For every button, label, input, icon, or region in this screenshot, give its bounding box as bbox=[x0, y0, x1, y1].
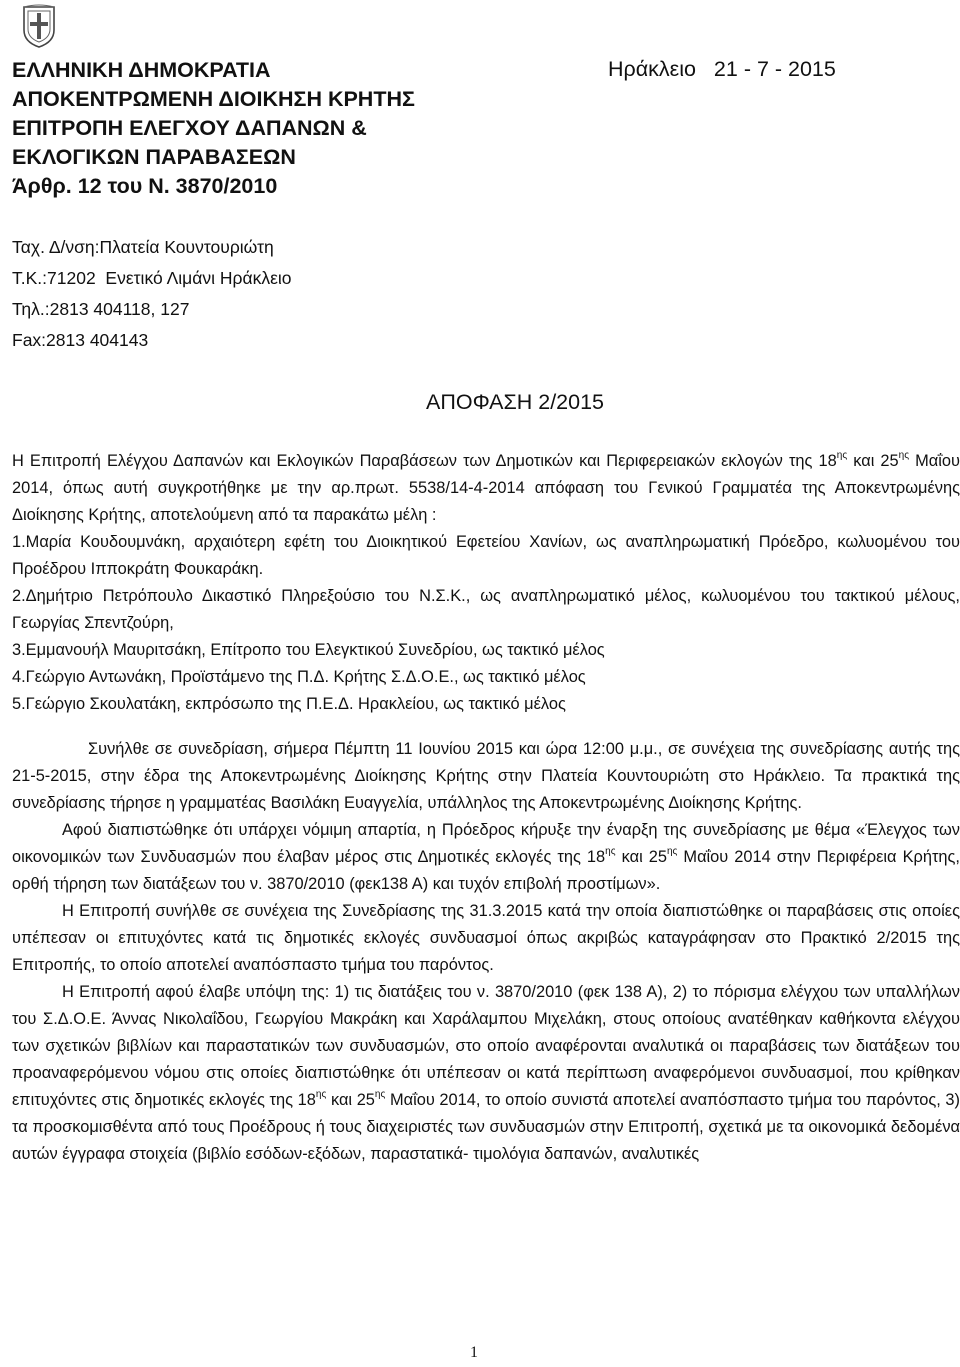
paragraph-quorum: Αφού διαπιστώθηκε ότι υπάρχει νόμιμη απαρτία, η Πρόεδρος κήρυξε την έναρξη της συνεδρίασης με θέμα «Έλεγχος των οικονομικών των Συνδυασμών που έλαβαν μέρος στις Δημοτικές εκλογές της $18^{\eta\varsigma}$ και $25^{\eta\varsigma}$ Μαΐου 2014 στην Περιφέρεια Κρήτης, ορθή τήρηση των διατάξεων του ν. 3870/2010 (φεκ138 Α) και τυχόν επιβολή προστίμων». bbox=[12, 821, 960, 893]
address-fax: Fax:2813 404143 bbox=[12, 330, 149, 350]
document-date: Ηράκλειο 21 - 7 - 2015 bbox=[608, 57, 836, 81]
issuer-header bbox=[12, 56, 415, 201]
address-street: Ταχ. Δ/νση:Πλατεία Κουντουριώτη bbox=[12, 237, 274, 257]
header-line-committee: ΕΠΙΤΡΟΠΗ ΕΛΕΓΧΟΥ ΔΑΠΑΝΩΝ & bbox=[12, 116, 367, 140]
paragraph-considerations: Η Επιτροπή αφού έλαβε υπόψη της: 1) τις διατάξεις του ν. 3870/2010 (φεκ 138 Α), 2) το πόρισμα ελέγχου των υπαλλήλων του Σ.Δ.Ο.Ε. Άννας Νικολαΐδου, Γεωργίου Μακράκη και Χαράλαμπου Μιχελάκη, στους οποίους ανατέθηκαν καθήκοντα ελέγχου των σχετικών βιβλίων και παραστατικών των συνδυασμών, στο οποίο αναφέρονται αναλυτικά οι παραβάσεις των διατάξεων του προαναφερόμενου νόμου στις οποίες διαπιστώθηκε ότι υπέπεσαν οι κατά περίπτωση αναφερόμενοι συνδυασμοί, που κρίθηκαν επιτυχόντες στις δημοτικές εκλογές της $18^{\eta\varsigma}$ και $25^{\eta\varsigma}$ Μαΐου 2014, το οποίο συνιστά αποτελεί αναπόσπαστο τμήμα του παρόντος, 3) τα προσκομισθέντα από τους Προέδρους ή τους διαχειριστές των συνδυασμών στην Επιτροπή, σχετικά με τα οικονομικά δεδομένα αυτών έγγραφα στοιχεία (βιβλίο εσόδων-εξόδων, παραστατικά- τιμολόγια δαπανών, αναλυτικές bbox=[12, 983, 960, 1163]
paragraph-session: Συνήλθε σε συνεδρίαση, σήμερα Πέμπτη 11 Ιουνίου 2015 και ώρα 12:00 μ.μ., σε συνέχεια της συνεδρίασης αυτής της 21-5-2015, στην έδρα της Αποκεντρωμένης Διοίκησης Κρήτης στην Πλατεία Κουντουριώτη στο Ηράκλειο. Τα πρακτικά της συνεδρίασης τήρησε η γραμματέας Βασιλάκη Ευαγγελία, υπάλληλος της Αποκεντρωμένης Διοίκησης Κρήτης. bbox=[12, 740, 960, 812]
header-line-law-article: Άρθρ. 12 του Ν. 3870/2010 bbox=[12, 174, 278, 198]
member-item: 1.Μαρία Κουδουμνάκη, αρχαιότερη εφέτη του Διοικητικού Εφετείου Χανίων, ως αναπληρωματική Πρόεδρο, κωλυομένου του Προέδρου Ιπποκράτη Φουκαράκη. bbox=[12, 533, 960, 578]
page-number: 1 bbox=[470, 1344, 478, 1361]
decision-title: ΑΠΟΦΑΣΗ 2/2015 bbox=[425, 390, 604, 414]
address-block bbox=[12, 232, 292, 356]
document-body bbox=[12, 448, 960, 1168]
header-line-administration: ΑΠΟΚΕΝΤΡΩΜΕΝΗ ΔΙΟΙΚΗΣΗ ΚΡΗΤΗΣ bbox=[12, 87, 415, 111]
paragraph-committee-composition: Η Επιτροπή Ελέγχου Δαπανών και Εκλογικών Παραβάσεων των Δημοτικών και Περιφερειακών εκλογών της $18^{\eta\varsigma}$ και $25^{\eta\varsigma}$ Μαΐου 2014, όπως αυτή συγκροτήθηκε με την αρ.πρωτ. 5538/14-4-2014 απόφαση του Γενικού Γραμματέα της Αποκεντρωμένης Διοίκησης Κρήτης, αποτελούμενη από τα παρακάτω μέλη : bbox=[12, 449, 960, 524]
paragraph-violations: Η Επιτροπή συνήλθε σε συνέχεια της Συνεδρίασης της 31.3.2015 κατά την οποία διαπιστώθηκε οι παραβάσεις στις οποίες υπέπεσαν οι επιτυχόντες κατά τις δημοτικές εκλογές συνδυασμοί όπως ακριβώς καταγράφησαν στο Πρακτικό 2/2015 της Επιτροπής, το οποίο αποτελεί αναπόσπαστο τμήμα του παρόντος. bbox=[12, 902, 960, 974]
address-postal-code: Τ.Κ.:71202 Ενετικό Λιμάνι Ηράκλειο bbox=[12, 268, 292, 288]
member-item: 3.Εμμανουήλ Μαυριτσάκη, Επίτροπο του Ελεγκτικού Συνεδρίου, ως τακτικό μέλος bbox=[12, 641, 605, 659]
header-line-republic: ΕΛΛΗΝΙΚΗ ΔΗΜΟΚΡΑΤΙΑ bbox=[12, 58, 271, 82]
address-phone: Τηλ.:2813 404118, 127 bbox=[12, 299, 190, 319]
header-line-committee-cont: ΕΚΛΟΓΙΚΩΝ ΠΑΡΑΒΑΣΕΩΝ bbox=[12, 145, 296, 169]
member-item: 5.Γεώργιο Σκουλατάκη, εκπρόσωπο της Π.Ε.Δ. Ηρακλείου, ως τακτικό μέλος bbox=[12, 695, 566, 713]
member-item: 2.Δημήτριο Πετρόπουλο Δικαστικό Πληρεξούσιο του Ν.Σ.Κ., ως αναπληρωματικό μέλος, κωλυομένου του τακτικού μέλους, Γεωργίας Σπεντζούρη, bbox=[12, 587, 960, 632]
greek-coat-of-arms-emblem bbox=[22, 4, 56, 48]
member-item: 4.Γεώργιο Αντωνάκη, Προϊστάμενο της Π.Δ. Κρήτης Σ.Δ.Ο.Ε., ως τακτικό μέλος bbox=[12, 668, 586, 686]
